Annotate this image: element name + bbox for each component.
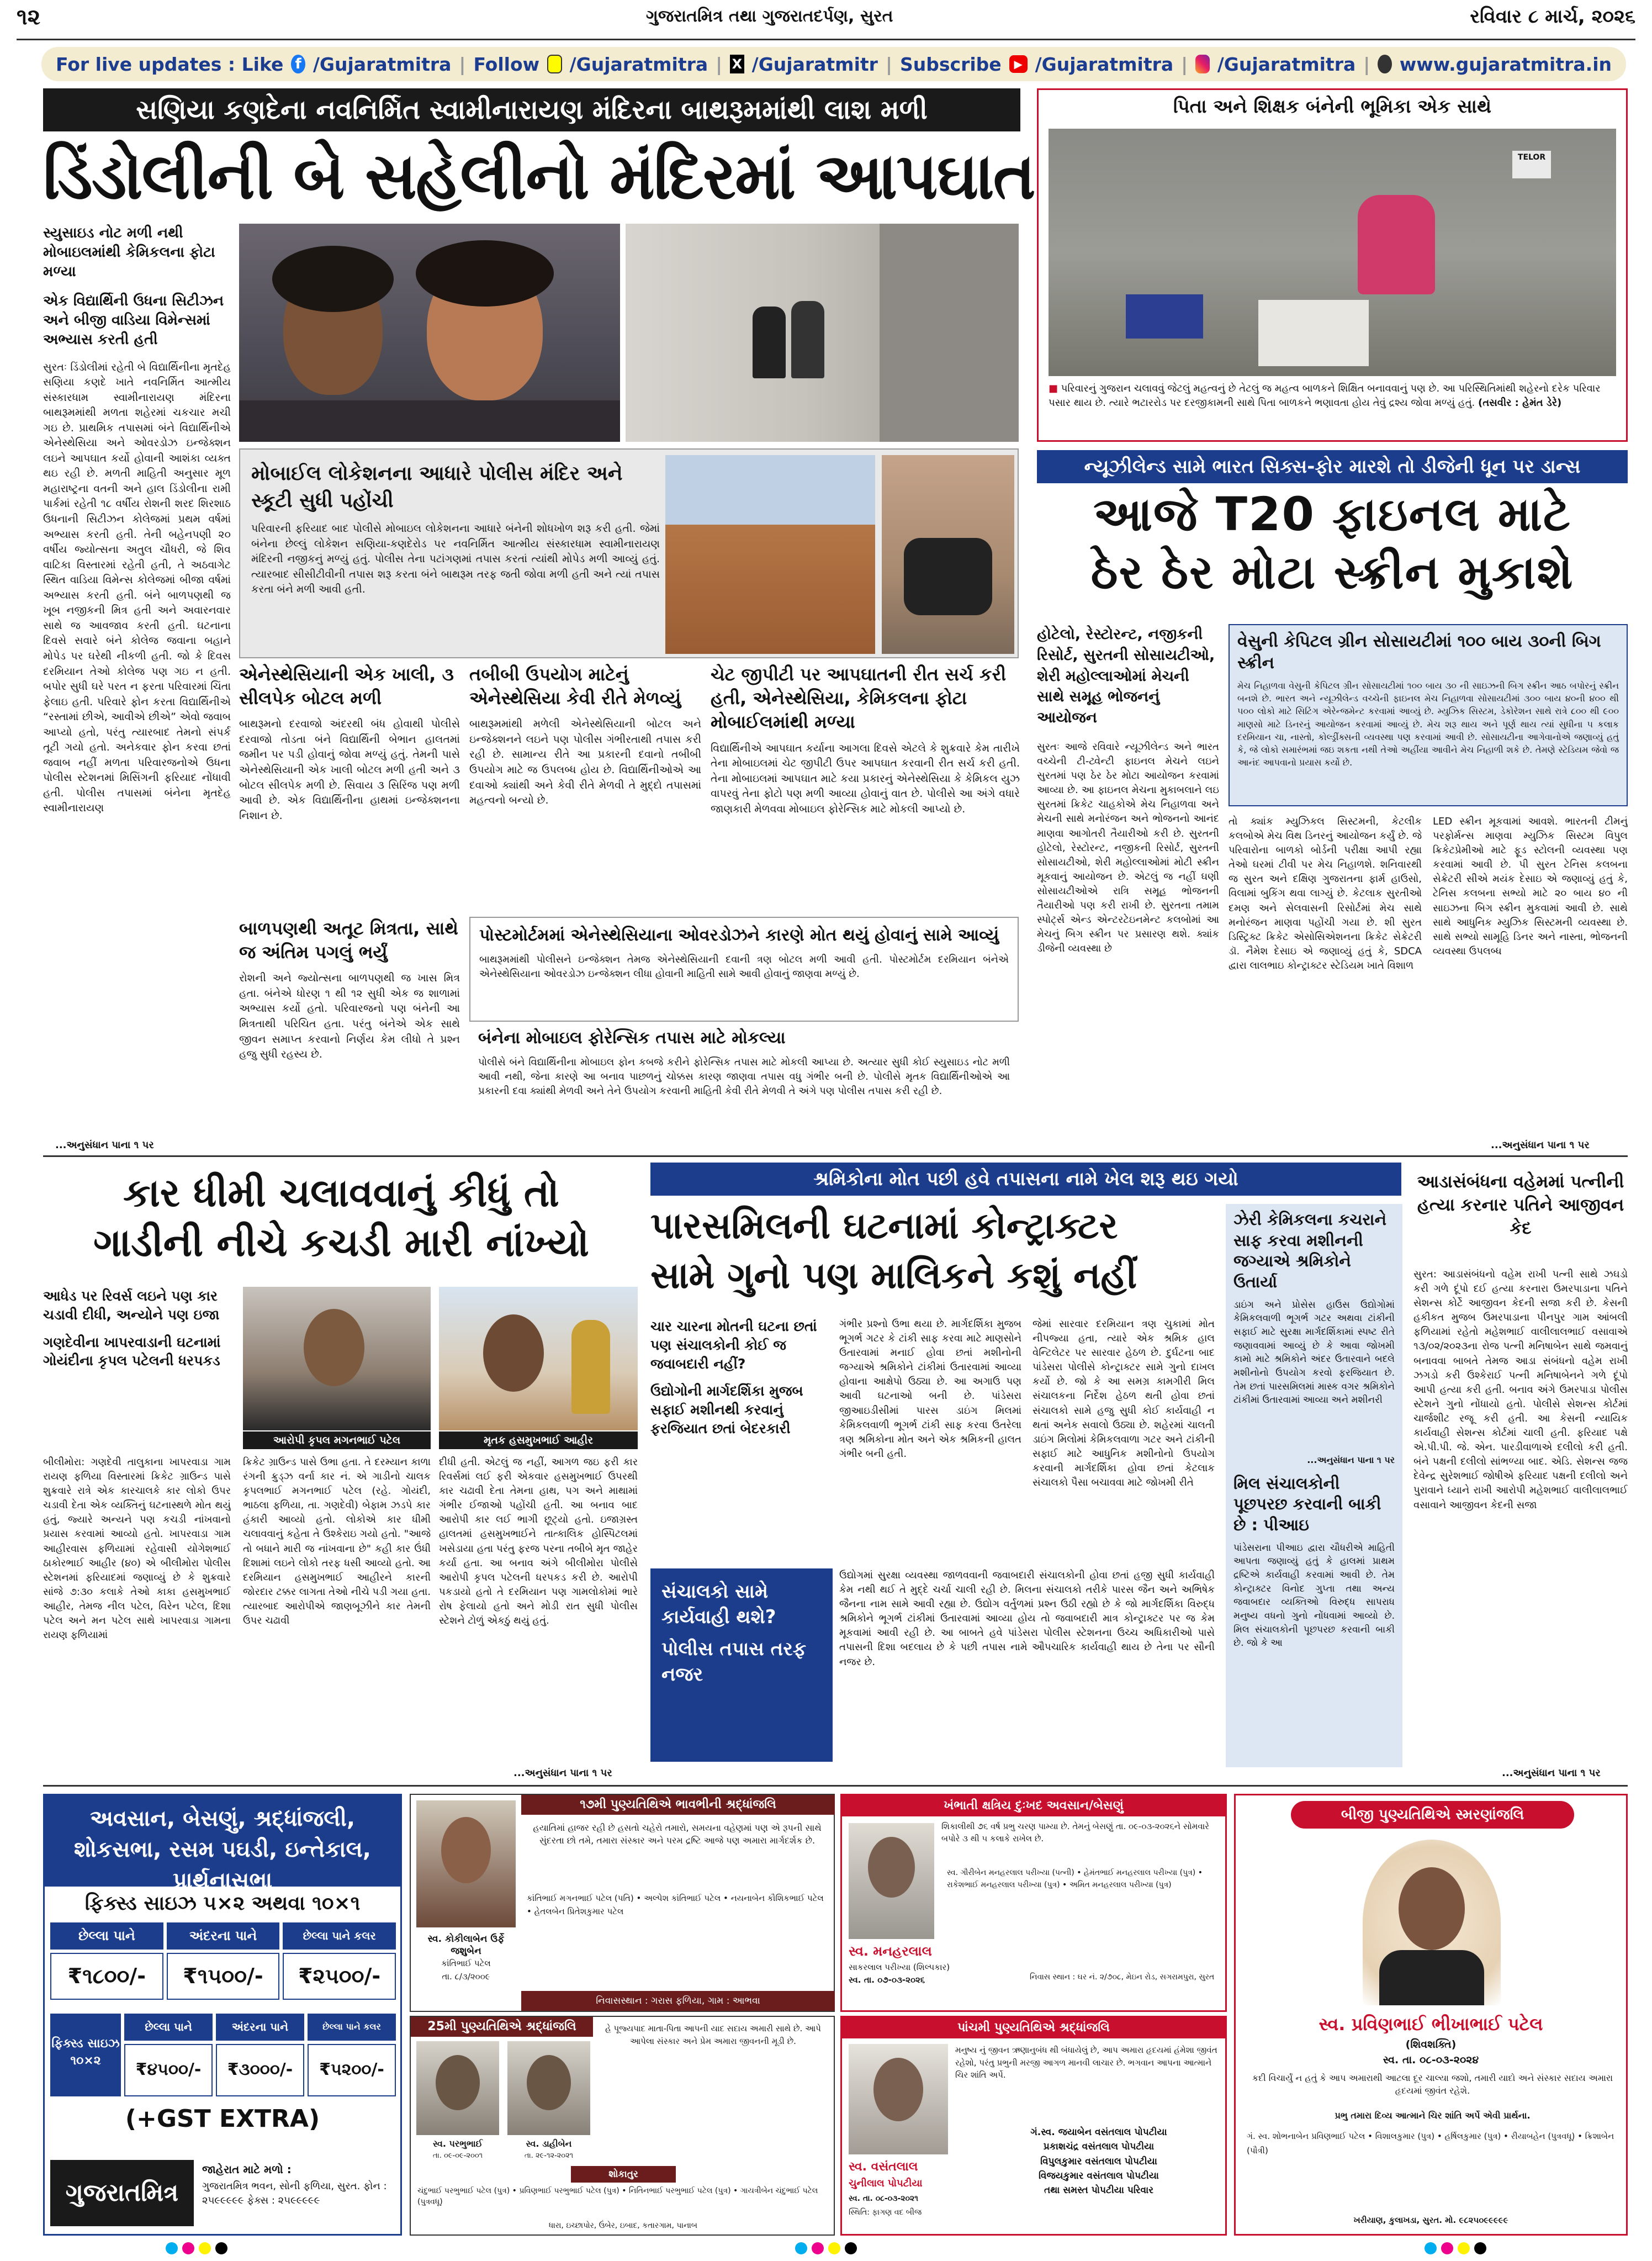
car-col-1: બીલીમોરા: ગણદેવી તાલુકાના ખાપરવાડા ગામ રાયણ ફળિયા વિસ્તારમાં ક્રિકેટ ગ્રાઉન્ડ પાસે શુક્રવારે રાત્રે એક કારચાલકે કાર લોકો ઉપર ચડાવી દેતા એક વ્યક્તિનું ઘટનાસ્થળે મોત થયું હતું, જ્યારે અન્યને પણ કચડી નાંખવાનો પ્રયાસ કરવામાં આવ્યો હતો. ખાપરવાડા ગામ આહીરવાસ ફળિયામાં રહેવાસી યોગેશભાઈ ઠાકોરભાઈ આહીર (૪૦) એ બીલીમોરા પોલીસ સ્ટેશનમાં ફરિયાદમાં જણાવ્યું છે કે શુક્રવારે સાંજે ૭:૩૦ કલાકે તેઓ કાકા હસમુખભાઈ આહીર, તેમજ નીલ પટેલ, વિરેન પટેલ, દિશા પટેલ અને મન પટેલ સાથે ખાપરવાડા ગામના રાયણ ફળિયામાં (43, 1456, 231, 1641)
obit3-nick: (શિવશક્તિ) (1405, 2038, 1457, 2051)
sub-story-5-title: પોસ્ટમોર્ટમમાં એનેસ્થેસિયાના ઓવરડોઝને કારણે મોત થયું હોવાનું સામે આવ્યું (479, 926, 999, 945)
sub-story-6 (469, 1027, 1019, 1138)
obit2-date: સ્વ. તા. ૦૭-૦૩-૨૦૨૬ (849, 1975, 925, 1985)
parasmil-box-body: ડાઇંગ અને પ્રોસેસ હાઉસ ઉદ્યોગોમાં કેમિકલવાળી ભૂગર્ભ ગટર અથવા ટાંકીની સફાઈ માટે સુરક્ષા માર્ગદર્શિકામાં સ્પષ્ટ રીતે જણાવવામાં આવ્યું છે કે આવા જોખમી કામો માટે શ્રમિકોને અંદર ઉતારવાને બદલે મશીનોનો ઉપયોગ કરવો ફરજિયાત છે. તેમ છતાં પારસમિલમાં માસ્ક વગર શ્રમિકોને ટાંકીમાં ઉતારવામાં આવ્યા અને મશીનરી (1233, 1299, 1395, 1406)
ad-rates-box (43, 1794, 402, 2236)
temple-photo (665, 455, 875, 654)
parasmil-bullet-2: ઉદ્યોગોની માર્ગદર્શિકા મુજબ સફાઈ મશીનથી કરવાનું ફરજિયાત છતાં બેદરકારી (650, 1383, 803, 1436)
obit1-name: સ્વ. કોકીલાબેન ઉર્ફે જશુબેન (427, 1934, 505, 1957)
sub-story-6-body: પોલીસે બંને વિદ્યાર્થિનીના મોબાઇલ ફોન કબજે કરીને ફોરેન્સિક તપાસ માટે મોકલી આપ્યા છે. અત્યાર સુધી કોઈ સ્યુસાઇડ નોટ મળી આવી નથી, જેના કારણે આ બનાવ પાછળનું ચોક્કસ કારણ જાણવા તપાસ વધુ ગંભીર બની છે. પોલીસે મૃતક વિદ્યાર્થિનીઓએ આ પ્રકારની દવા ક્યાંથી મેળવી અને તેને ઉપયોગ કરવાની માહિતી કેવી રીતે મેળવી તે અંગે પણ પોલીસ તપાસ કરી રહી છે. (478, 1056, 1010, 1097)
affair-headline: આડાસંબંધના વહેમમાં પત્નીની હત્યા કરનાર પતિને આજીવન કેદ (1417, 1172, 1624, 1238)
obit1-photo (416, 1800, 516, 1927)
obit5-family-2: પ્રકાશચંદ્ર વસંતલાલ પોપટીયા (1043, 2141, 1155, 2153)
sub-story-1-body: બાથરૂમનો દરવાજો અંદરથી બંધ હોવાથી પોલીસે દરવાજો તોડતા બંને વિદ્યાર્થિની બેભાન હાલતમાં જમીન પર પડી હોવાનું જોવા મળ્યું હતું. તેમની પાસે એનેસ્થેસિયાની એક ખાલી બોટલ મળી હતી અને ૩ બોટલ સીલપેક મળી છે. સિવાય ૩ સિરિંજ પણ મળી આવી છે. એક વિદ્યાર્થિનીના હાથમાં ઇન્જેક્શનના નિશાન છે. (239, 718, 460, 822)
parasmil-bullet-1: ચાર ચારના મોતની ઘટના છતાં પણ સંચાલકોની કોઈ જ જવાબદારી નહીં? (650, 1318, 817, 1372)
obit1-poem: હયાતિમાં હાજર રહી છે હસતો ચહેરો તમારો, સમયના વહેણમાં પણ એ રૂપની સાથે સુંદરતા છો તમે, તમારા સંસ્કાર અને પરમ દ્રષ્ટિ આજે પણ અમારા માર્ગદર્શક છે. (533, 1822, 822, 1846)
car-col-2: ક્રિકેટ ગ્રાઉન્ડ પાસે ઉભા હતા. તે દરમ્યાન કાળા રંગની ક્રુડ્ઝ વર્ના કાર નં. એ ગાડીનો ચાલક કૃપલભાઈ મગનભાઈ પટેલ (રહે. ગોયંદી, ભાઠલા ફળિયા, તા. ગણદેવી) બેફામ ઝડપે કાર હંકારી આવ્યો હતો. લોકોએ કાર ધીમી ચલાવવાનું કહેતા તે ઉશ્કેરાઇ ગયો હતો. "આજે તો બધાને મારી જ નાંખવાના છે" કહી કાર ઉંધી દિશામાં લઇને લોકો તરફ ધસી આવ્યો હતો. આ દરમિયાન હસમુખભાઈ આહીરને કારની જોરદાર ટક્કર લાગતા તેઓ નીચે પડી ગયા હતા. ત્યારબાદ આરોપીએ જાણબૂઝીને કાર તેમની ઉપર ચઢાવી (243, 1456, 431, 1627)
ad-contact-label: જાહેરાત માટે મળો : (202, 2163, 292, 2176)
obituary-3 (1234, 1794, 1628, 2236)
obit1-title: ૧૭મી પુણ્યતિથિએ ભાવભીની શ્રદ્ધાંજલિ (521, 1795, 835, 1815)
car-bullet-2: ગણદેવીના ખાપરવાડાની ઘટનામાં ગોયંદીના કૃપલ પટેલની ધરપકડ (43, 1334, 221, 1369)
obituary-2 (840, 1794, 1227, 2012)
caption-marker-icon: ■ (1049, 383, 1061, 394)
obit3-photo (1363, 1840, 1501, 2005)
obit4-poem: હે પૂજ્યપાદ માતા-પિતા આપની યાદ સદાય અમારી સાથે છે. આપે આપેલા સંસ્કાર અને પ્રેમ અમારા જીવનની મૂડી છે. (605, 2024, 821, 2046)
rate-head-last-color: છેલ્લા પાને કલર (283, 1922, 396, 1950)
obit4-date-1: તા. ૦૯-૦૯-૨૦૦૧ (432, 2152, 483, 2160)
rate2-head-last: છેલ્લા પાને (124, 2014, 213, 2041)
parasmil-side-box (1226, 1204, 1402, 1767)
obit5-name: સ્વ. વસંતલાલ (849, 2160, 918, 2174)
rate-price-3: ₹૨૫૦૦/- (283, 1953, 396, 2000)
obit4-photo-2 (507, 2041, 590, 2135)
rate-head-inside: અંદરના પાને (167, 1922, 280, 1950)
t20-box (1229, 624, 1628, 806)
obit2-intro: શિકાલીથી ૭૬ વર્ષ પ્રભુ ચરણ પામ્યા છે. તેમનું બેસણું તા. ૦૯-૦૩-૨૦૨૬ને સોમવારે બપોરે ૩ થી ૫ કલાકે રાખેલ છે. (941, 1821, 1210, 1843)
mobile-location-box (239, 448, 1019, 658)
obit4-title: 25મી પુણ્યતિથિએ શ્રદ્ધાંજલિ (411, 2017, 593, 2037)
social-bar: For live updates : Like f /Gujaratmitra | Follow /Gujaratmitra | X /Gujaratmitr | Subscribe ▶ /Gujaratmitra | /Gujaratmitra | www.gujaratmitra.in (41, 47, 1626, 81)
affair-body: સુરત: આડાસંબંધનો વહેમ રાખી પત્ની સાથે ઝઘડો કરી ગળે દૂંપો દઈ હત્યા કરનારા ઉમરપાડાના પતિને સેશન્સ કોર્ટે આજીવન કેદની સજા કરી છે. કેસની હકીકત મુજબ ઉમરપાડાના પીનપુર ગામ આંબલી ફળિયામાં રહેતો મહેશભાઈ વાલીલાલભાઈ વસાવાએ ૧૩/૦૨/૨૦૨૩ના રોજ પત્ની મનિષાબેન સાથે જમવાનું બનાવવા બાબતે તેમજ આડા સંબંધનો વહેમ રાખી ઝગડો કરી ઉશ્કેરાઈ પત્ની મનિષાબેનને ગળે દૂંપો આપી હત્યા કરી હતી. બનાવ અંગે ઉમરપાડા પોલીસ સ્ટેશને ગુનો નોંધાયો હતો. પોલીસે સેશન્સ કોર્ટમાં ચાર્જશીટ રજૂ કરી હતી. આ કેસની ન્યાયિક કાર્યવાહી સેશન્સ કોર્ટમાં ચાલી હતી. ફરિયાદ પક્ષે એ.પી.પી. જે. એન. પારડીવાળાએ દલીલો કરી હતી. બંને પક્ષની દલીલો સાંભળ્યા બાદ. એડિ. સેશન્સ જજ દેવેન્દ્ર સુરેશભાઈ જોષીએ ફરિયાદ પક્ષની દલીલો અને પુરાવાને ધ્યાને રાખી આરોપી મહેશભાઈ વાલીલાલભાઈ વસાવાને આજીવન કેદની સજા (1413, 1269, 1628, 1511)
obituary-1 (410, 1794, 835, 2012)
car-col-3: દીધી હતી. એટલું જ નહીં, આગળ જઇ ફરી કાર રિવર્સમાં લઈ ફરી એકવાર હસમુખભાઈ ઉપરથી કાર ચઢાવી દેતા તેમના હાથ, પગ અને માથામાં ગંભીર ઈજાઓ પહોંચી હતી. આ બનાવ બાદ આરોપી કાર લઈ ભાગી છૂટ્યો હતો. ઇજાગ્રસ્ત હાલતમાં હસમુખભાઈને તાત્કાલિક હોસ્પિટલમાં ખસેડાયા હતા પરંતુ ફરજ પરના તબીબે મૃત જાહેર કર્યા હતા. આ બનાવ અંગે બીલીમોરા પોલીસે આરોપી કૃપલ પટેલની ધરપકડ કરી છે. આરોપી પકડાયો હતો તે દરમિયાન પણ ગામલોકોમાં ભારે રોષ ફેલાયો હતો અને મોડી રાત સુધી પોલીસ સ્ટેશને ટોળું એકઠું થયું હતું. (439, 1456, 638, 1627)
lead-headline: ડિંડોલીની બે સહેલીનો મંદિરમાં આપઘાત (43, 139, 1035, 214)
globe-icon (1378, 55, 1391, 73)
obit3-family: ગં. સ્વ. શોભનાબેન પ્રવિણભાઈ પટેલ • વિશાલકુમાર (પુત્ર) • હર્ષિલકુમાર (પુત્ર) • રીયાબહેન (પુત્રવધૂ) • ક્રિશાબેન (પૌત્રી) (1247, 2131, 1614, 2156)
accused-photo (243, 1287, 431, 1430)
obit4-family: ચંદુભાઈ પરભુભાઈ પટેલ (પુત્ર) • પ્રવિણભાઈ પરભુભાઈ પટેલ (પુત્ર) • નિતિનભાઈ પરભુભાઈ પટેલ (પુત્ર) • ગાયત્રીબેન ચંદુભાઈ પટેલ (પુત્રવધૂ) (417, 2186, 818, 2207)
tailor-photo (1049, 129, 1616, 376)
parasmil-headline-2: સામે ગુનો પણ માલિકને કશું નહીં (650, 1254, 1137, 1297)
obit3-date: સ્વ. તા. ૦૮-૦૩-૨૦૨૪ (1383, 2054, 1479, 2066)
obit2-photo (849, 1823, 934, 1939)
obit2-address: નિવાસ સ્થાન : ઘર નં. ૨/૭૦૮, મેઇન રોડ, સગરામપુરા, સુરત (1030, 1973, 1215, 1982)
obit5-poem: મનુષ્ય નું જીવન ઋણાનુબંધ થી બંધાયેલું છે, આપ અમારા હૃદયમાં હંમેશા જીવંત રહેશો, પરંતુ પ્રભુની મરજી આગળ માનવી લાચાર છે. ભગવાન આપના આત્માને ચિર શાંતિ અર્પે. (955, 2045, 1217, 2080)
parasmil-bottom: ઉદ્યોગમાં સુરક્ષા વ્યવસ્થા જાળવવાની જવાબદારી સંચાલકોની હોવા છતાં હજી સુધી કાર્યવાહી કેમ નથી થઈ તે મુદ્દે ચર્ચા ચાલી રહી છે. મિલના સંચાલકો તરીકે પારસ જૈન અને અભિષેક જૈનના નામ સામે આવી રહ્યા છે. ઉદ્યોગ વર્તુળમાં પ્રશ્ન ઉઠી રહ્યો છે કે જો માર્ગદર્શિકા વિરુદ્ધ શ્રમિકોને ભૂગર્ભ ટાંકીમાં ઉતારવામાં આવ્યા હોય તો જવાબદારી માત્ર કોન્ટ્રાક્ટર પર જ કેમ મૂકવામાં આવી રહી છે. આ બાબતે હવે પાંડેસરા પોલીસ સ્ટેશનના ઉચ્ચ અધિકારીઓ પાસે તપાસની દિશા બદલાય છે કે પછી તપાસ નામે ઔપચારિક કાર્યવાહી થાય છે તેના પર સૌની નજર છે. (839, 1570, 1215, 1668)
obituary-4 (410, 2016, 835, 2236)
sub-story-3-body: વિદ્યાર્થિનીએ આપઘાત કર્યાના આગલા દિવસે એટલે કે શુક્રવારે કેમ તારીખે તેના મોબાઇલમાં ચેટ જીપીટી ઉપર આપઘાત કરવાની રીત સર્ચ કરી હતી. તેના મોબાઇલમાં આપઘાત માટે કયા પ્રકારનું એનેસ્થેસિયા કે કેમિકલ યુઝ વાપરવું તેના ફોટો પણ મળી આવ્યા હોવાનું વાત છે. પોલીસે આ અંગે વધારે જાણકારી મેળવવા મોબાઇલ ફોરેન્સિક માટે મોકલી આપ્યો છે. (711, 742, 1020, 815)
lead-continued: ...અનુસંધાન પાના ૧ પર (55, 1139, 154, 1151)
page-header (17, 0, 1635, 39)
page-number: ૧૨ (17, 4, 41, 30)
photo-box-title: પિતા અને શિક્ષક બંનેની ભૂમિકા એક સાથે (1173, 96, 1492, 118)
parasmil-question-1: સંચાલકો સામે કાર્યવાહી થશે? (661, 1581, 776, 1628)
obit3-title: બીજી પુણ્યતિથિએ સ્મરણાંજલિ (1291, 1801, 1574, 1829)
lead-body: સુરતઃ ડિંડોલીમાં રહેતી બે વિદ્યાર્થિનીના મૃતદેહ સણિયા કણદે ખાતે નવનિર્મિત આત્મીય સંસ્કારધામ સ્વામીનારાયણ મંદિરના બાથરૂમમાંથી મળતા શહેરમાં ચકચાર મચી ગઇ છે. પ્રાથમિક તપાસમાં બંને વિદ્યાર્થિનીએ એનેસ્થેસિયા અને ઓવરડોઝ ઇન્જેક્શન લઇને આપઘાત કર્યો હોવાની આશંકા વ્યક્ત થઇ રહી છે. મળતી માહિતી અનુસાર મૂળ મહારાષ્ટ્રના વતની અને હાલ ડિંડોલીના રામી પાર્કમાં રહેતી ૧૮ વર્ષીય રોશની શરદ શિરશાઠ ઉધનાની સિટીઝન કોલેજમાં પ્રથમ વર્ષમાં અભ્યાસ કરતી હતી. તેની બહેનપણી ૨૦ વર્ષીય જ્યોત્સના અતુલ ચૌધરી, જે શિવ વાટિકા વિસ્તારમાં રહેતી હતી, તે અઠવાગેટ સ્થિત વાડિયા વિમેન્સ કોલેજમાં બીજા વર્ષમાં અભ્યાસ કરતી હતી. બંને બાળપણથી જ ખૂબ નજીકની મિત્ર હતી અને અવારનવાર સાથે જ આવજાવ કરતી હતી. ઘટનાના દિવસે સવારે બંને કોલેજ જવાના બહાને મોપેડ પર ઘરેથી નીકળી હતી. જો કે દિવસ દરમિયાન તેઓ કોલેજ પણ ગઇ ન હતી. બપોર સુધી ઘરે પરત ન ફરતા પરિવારમાં ચિંતા ફેલાઇ હતી. પરિવારે ફોન કરતા વિદ્યાર્થિનીએ “રસ્તામાં છીએ, આવીએ છીએ” એવો જવાબ આપ્યો હતો, પરંતુ ત્યારબાદ તેમનો સંપર્ક તૂટી ગયો હતો. અનેકવાર ફોન કરવા છતાં જવાબ નહીં મળતા પરિવારજનોએ ઉધના પોલીસ સ્ટેશનમાં મિસિંગની ફરિયાદ નોંધાવી હતી. પોલીસ તપાસમાં બંનેના મૃતદેહ સ્વામીનારાયણ (43, 361, 231, 815)
parasmil-col-2: જેમાં સારવાર દરમિયાન ત્રણ ચુકામાં મોત નીપજ્યા હતા, ત્યારે એક શ્રમિક હાલ વેન્ટિલેટર પર સારવાર હેઠળ છે. દુર્ઘટના બાદ પાંડેસરા પોલીસે કોન્ટ્રાક્ટર સામે ગુનો દાખલ કર્યો છે. જો કે આ સમગ્ર કામગીરી મિલ સંચાલકના નિર્દેશ હેઠળ થતી હોવા છતાં સંચાલકો સામે હજુ સુધી કોઈ કાર્યવાહી ન થતાં અનેક સવાલો ઉઠ્યા છે. શહેરમાં ચાલતી ડાઇંગ મિલોમાં કેમિકલવાળા ગટર અને ટાંકીની સફાઈ માટે આધુનિક મશીનોનો ઉપયોગ કરવાની માર્ગદર્શિકા હોવા છતાં કેટલાક સંચાલકો પૈસા બચાવવા માટે જોખમી રીતે (1032, 1318, 1215, 1489)
obit3-prayer: પ્રભુ તમારા દિવ્ય આત્માને ચિર શાંતિ અર્પે એવી પ્રાર્થના. (1335, 2110, 1531, 2121)
obit5-sub: ચુનીલાલ પોપટીયા (849, 2178, 923, 2189)
t20-kicker: ન્યૂઝીલેન્ડ સામે ભારત સિક્સ-ફોર મારશે તો ડીજેની ધૂન પર ડાન્સ (1037, 450, 1628, 483)
registration-marks (0, 2242, 1652, 2259)
car-bullets (43, 1287, 231, 1441)
parasmil-question-box (650, 1568, 833, 1762)
rate-price-1: ₹૧૮૦૦/- (50, 1953, 163, 2000)
obit4-address: ધારા, ઇચ્છાપોર, ઉંબેર, ઇબાદ, કતારગામ, પાનાબ (548, 2221, 698, 2230)
lead-bullet-1: સ્યુસાઇડ નોટ મળી નથી મોબાઇલમાંથી કેમિકલના ફોટા મળ્યા (43, 225, 215, 281)
follow-label: Follow (473, 53, 540, 75)
t20-headline-1: આજે T20 ફાઇનલ માટે (1093, 487, 1571, 541)
obit5-address: સ્થિતિ: ફાગણ વદ બીજ (849, 2208, 922, 2217)
obit2-family: સ્વ. ગૌરીબેન મનહરલાલ પરીખ્યા (પત્ની) • હેમંતભાઈ મનહરલાલ પરીખ્યા (પુત્ર) • રાકેશભાઈ મનહરલાલ પરીખ્યા (પુત્ર) • અમિત મનહરલાલ પરીખ્યા (પુત્ર) (947, 1868, 1203, 1889)
parasmil-box2-body: પાંડેસરાના પીઆઇ દ્વારા ચૌધરીએ માહિતી આપતા જણાવ્યું હતું કે હાલમાં પ્રાથમ દ્રષ્ટિએ કાર્યવાહી કરવામાં આવી છે. તેમ કોન્ટ્રાક્ટર વિનોદ ગુપ્તા તથા અન્ય જવાબદાર વ્યક્તિઓ વિરુદ્ધ સાપરાધ મનુષ્ય વધનો ગુનો નોંધવામાં આવ્યો છે. મિલ સંચાલકોની પૂછપરછ કરવાની બાકી છે. જો કે આ (1233, 1542, 1395, 1649)
parasmil-kicker: શ્રમિકોના મોત પછી હવે તપાસના નામે ખેલ શરૂ થઇ ગયો (650, 1163, 1401, 1196)
sub-story-4-title: બાળપણથી અતૂટ મિત્રતા, સાથે જ અંતિમ પગલું ભર્યું (239, 918, 458, 963)
lead-bullet-2: એક વિદ્યાર્થિની ઉધના સિટીઝન અને બીજી વાડિયા વિમેન્સમાં અભ્યાસ કરતી હતી (43, 293, 224, 348)
page-date: રવિવાર ૮ માર્ચ, ૨૦૨૬ (1470, 6, 1635, 28)
sub-story-6-title: બંનેના મોબાઇલ ફોરેન્સિક તપાસ માટે મોકલ્યા (478, 1028, 786, 1048)
obit5-photo (849, 2044, 948, 2154)
obit2-sub: સાકરલાલ પરીખ્યા (શિલ્પકાર) (849, 1962, 950, 1972)
tailor-sign: TELOR (1512, 151, 1551, 178)
car-headline-2: ગાડીની નીચે કચડી મારી નાંખ્યો (93, 1220, 589, 1265)
car-continued: ...અનુસંધાન પાના ૧ પર (513, 1767, 612, 1779)
t20-box-body: મેચ નિહાળવા વેસુની કેપિટલ ગ્રીન સોસાયટીમાં ૧૦૦ બાય ૩૦ ની સાઇઝની બિગ સ્ક્રીન આઠ બપોરનું સ્ક્રીન બનશે છે. ભારત અને ન્યૂઝીલેન્ડ વચ્ચેની ફાઇનલ મેચ નિહાળવા સોસાયટીમાં ૩૦૦ બાય ૪૦ની ૪૦૦ થી ૫૦૦ લોકો માટે સિટિંગ એરેન્જમેન્ટ કરવામાં આવ્યું છે. મ્યુઝિક સિસ્ટમ, ડેકોરેશન સાથે રાત્રે ૮૦૦ થી ૯૦૦ માણસો માટે ડિનરનું આયોજન કરવામાં આવ્યું છે. મેચ શરૂ થાય અને પૂર્ણ થાય ત્યાં સુધીના ૫ કલાક દરમિયાન ચા, નાસ્તો, કોલ્ડ્રીંક્સની વ્યવસ્થા પણ કરવામાં આવી છે. સોસાયટીના આગેવાનોએ જણાવ્યું હતું કે, જે લોકો સમારંભમાં જઇ શકતા નથી તેઓ અહીંયા આવીને મેચ નિહાળી શકે છે. તેમણે સ્ટેડિયમ જેવો જ આનંદ આપવાનો પ્રયાસ કર્યો છે. (1237, 680, 1619, 768)
obit4-name-2: સ્વ. ડાહીબેન (526, 2138, 572, 2149)
mobile-location-title: મોબાઈલ લોકેશનના આધારે પોલીસ મંદિર અને સ્કૂટી સુધી પહોંચી (251, 462, 623, 512)
rate2-price-1: ₹૪૫૦૦/- (124, 2044, 213, 2096)
obit2-title: ખંભાતી ક્ષત્રિય દુઃખદ અવસાન/બેસણું (842, 1795, 1225, 1816)
ad-size-1: ફિક્સ્ડ સાઇઝ ૫×૨ અથવા ૧૦×૧ (84, 1892, 361, 1915)
facebook-handle[interactable]: /Gujaratmitra (313, 53, 452, 75)
parasmil-box-continued: ...અનુસંધાન પાના ૧ પર (1307, 1454, 1395, 1465)
t20-bullet: હોટેલો, રેસ્ટોરન્ટ, નજીકની રિસોર્ટ, સુરતની સોસાયટીઓ, શેરી મહોલ્લાઓમાં મેચની સાથે સમૂહ ભોજનનું આયોજન (1037, 626, 1215, 727)
obit4-date-2: તા. ૨૯-૧૨-૨૦૨૧ (524, 2152, 574, 2160)
t20-box-title: વેસુની કેપિટલ ગ્રીન સોસાયટીમાં ૧૦૦ બાય ૩૦ની બિગ સ્ક્રીન (1237, 632, 1601, 673)
parasmil-col-1: ગંભીર પ્રશ્નો ઉભા થયા છે. માર્ગદર્શિકા મુજબ ભૂગર્ભ ગટર કે ટાંકી સાફ કરવા માટે માણસોને ઉતારવામાં મનાઈ હોવા છતાં મશીનોની જગ્યાએ શ્રમિકોને ટાંકીમાં ઉતારવામાં આવ્યા હોવાના આક્ષેપો ઉઠ્યા છે. આ અગાઉ પણ આવી ઘટનાઓ બની છે. પાંડેસરા જીઆઇડીસીમાં પારસ ડાઇંગ મિલમાં કેમિકલવાળી ભૂગર્ભ ટાંકી સાફ કરવા ઉતરેલા ત્રણ શ્રમિકોના મોત અને એક શ્રમિકની હાલત ગંભીર બની હતી. (839, 1318, 1021, 1460)
sub-story-1-title: એનેસ્થેસિયાની એક ખાલી, ૩ સીલપેક બોટલ મળી (239, 664, 454, 709)
snapchat-icon[interactable] (547, 55, 562, 73)
x-handle[interactable]: /Gujaratmitr (751, 53, 878, 75)
t20-continued: ...અનુસંધાન પાના ૧ પર (1491, 1139, 1590, 1151)
lead-left-column (43, 224, 231, 1154)
instagram-handle[interactable]: /Gujaratmitra (1217, 53, 1356, 75)
affair-continued: ...અનુસંધાન પાના ૧ પર (1502, 1767, 1601, 1779)
obit5-family-3: વિપુલકુમાર વસંતલાલ પોપટીયા (1040, 2156, 1157, 2167)
sub-story-3-title: ચેટ જીપીટી પર આપઘાતની રીત સર્ચ કરી હતી, એનેસ્થેસિયા, કેમિકલના ફોટા મોબાઈલમાંથી મળ્યા (711, 664, 1007, 733)
ad-contact: ગુજરાતમિત્ર ભવન, સોની ફળિયા, સુરત. ફોન : ૨૫૯૯૯૯૯ ફેક્સ : ૨૫૯૯૯૯૯ (202, 2180, 387, 2207)
t20-headline-2: ઠેર ઠેર મોટા સ્ક્રીન મુકાશે (1090, 545, 1574, 599)
parasmil-question-2: પોલીસ તપાસ તરફ નજર (661, 1637, 807, 1686)
obit4-photo-1 (416, 2041, 499, 2135)
car-headline-1: કાર ધીમી ચલાવવાનું કીધું તો (123, 1170, 559, 1216)
scooter-photo (882, 455, 1014, 654)
obit5-title: પાંચમી પુણ્યતિથિએ શ્રદ્ધાંજલિ (842, 2017, 1225, 2038)
sub-story-2-title: તબીબી ઉપયોગ માટેનું એનેસ્થેસિયા કેવી રીતે મેળવ્યું (469, 664, 681, 709)
sub-story-5-body: બાથરૂમમાંથી પોલીસને ઇન્જેક્શન તેમજ એનેસ્થેસિયાની દવાની ત્રણ બોટલ મળી આવી હતી. પોસ્ટમોર્ટમ દરમિયાન બંનેએ એનેસ્થેસિયાના ઓવરડોઝ ઇન્જેક્શન લીધા હોવાની માહિતી સામે આવી હોવાનું જાણવા મળ્યું છે. (479, 953, 1009, 980)
youtube-handle[interactable]: /Gujaratmitra (1035, 53, 1174, 75)
snapchat-handle[interactable]: /Gujaratmitra (569, 53, 708, 75)
parasmil-headline-1: પારસમિલની ઘટનામાં કોન્ટ્રાક્ટર (650, 1205, 1118, 1247)
obit5-family-5: તથા સમસ્ત પોપટીયા પરિવાર (1044, 2185, 1154, 2196)
obit1-date: તા. ૮/૩/૨૦૦૯ (442, 1972, 490, 1982)
mobile-location-body: પરિવારની ફરિયાદ બાદ પોલીસે મોબાઇલ લોકેશનના આધારે બંનેની શોધખોળ શરૂ કરી હતી. જેમાં બંનેના છેલ્લું લોકેશન સણિયા-કણદેરોડ પર નવનિર્મિત આત્મીય સંસ્કારધામ સ્વામીનારાયણ મંદિરની નજીકનું મળ્યું હતું. પોલીસ તેના પટાંગણમાં તપાસ કરતાં ત્યાંથી મોપેડ મળી આવ્યું હતું. ત્યારબાદ સીસીટીવીની તપાસ શરૂ કરતા બંને બાથરૂમ તરફ જતી જોવા મળી હતી અને ત્યાં તપાસ કરતા બંને મળી આવી હતી. (251, 522, 660, 596)
t20-col-3: LED સ્ક્રીન મૂકવામાં આવશે. ભારતની ટીમનું પરફોર્મન્સ માણવા મ્યુઝિક સિસ્ટમ વિપુલ ક્રિકેટપ્રેમીઓ માટે ફૂડ સ્ટોલની વ્યવસ્થા પણ કરવામાં આવી છે. પી સુરત ટેનિસ કલબના સેક્રેટરી સીએ મયંક દેસાઇ એ જણાવ્યું હતું કે, ટેનિસ કલબના સભ્યો માટે ૨૦ બાય ૪૦ ની સાઇઝના બિગ સ્ક્રીન મુકવામાં આવી છે. સાથે સાથે આધુનિક મ્યુઝિક સિસ્ટમની વ્યવસ્થા છે. સાથે સભ્યો સામૂહિ ડિનર અને નાસ્તા, ભોજનની વ્યવસ્થા ઉપલબ્ધ (1433, 816, 1628, 957)
photo-box-caption: ■ પરિવારનું ગુજરાન ચલાવવું જેટલું મહત્વનું છે તેટલું જ મહત્વ બાળકને શિક્ષિત બનાવવાનું પણ છે. આ પરિસ્થિતિમાંથી શહેરનો દરેક પરિવાર પસાર થાય છે. ત્યારે ભટારરોડ પર દરજીકામની સાથે પિતા બાળકને ભણાવતા હોય તેવું દ્રશ્ય જોવા મળ્યું હતું. (તસવીર : હેમંત ડેરે) (1049, 383, 1601, 409)
t20-col-1: સુરતઃ આજે રવિવારે ન્યૂઝીલેન્ડ અને ભારત વચ્ચેની ટી-ટ્વેન્ટી ફાઇનલ મેચને લઇને સુરતમાં પણ ઠેર ઠેર મોટા આયોજન કરવામાં આવ્યા છે. આ ફાઇનલ મેચના મુકાબલાને લઇ સુરતમાં ક્રિકેટ ચાહકોએ મેચ નિહાળવા અને મેચની સાથે મનોરંજન અને ભોજનનો આનંદ માણવા આગોતરી તૈયારીઓ કરી છે. સુરતની હોટેલો, રેસ્ટોરન્ટ, નજીકની રિસોર્ટ, સુરતની સોસાયટીઓ, શેરી મહોલ્લાઓમાં મોટી સ્ક્રીન મૂકવાનું આયોજન છે. એટલું જ નહીં ઘણી સોસાયટીઓએ રાત્રિ સમૂહ ભોજનની તૈયારીઓ પણ કરી રાખી છે. સુરતના તમામ સ્પોર્ટ્સ એન્ડ એન્ટરટેઇનમેન્ટ કલબોમાં આ મેચનું બિગ સ્ક્રીન પર પ્રસારણ થશે. ક્યાંક ડીજેની વ્યવસ્થા છે (1037, 741, 1219, 955)
obit4-label: શોકાતુર (571, 2166, 676, 2183)
obit4-name-1: સ્વ. પરભુભાઈ (432, 2138, 483, 2149)
live-updates-label: For live updates : Like (56, 53, 284, 75)
website-link[interactable]: www.gujaratmitra.in (1399, 53, 1612, 75)
paper-name: ગુજરાતમિત્ર તથા ગુજરાતદર્પણ, સુરત (646, 7, 893, 26)
rate2-price-2: ₹૩૦૦૦/- (216, 2044, 304, 2096)
obit3-poem: કદી વિચાર્યું ન હતું કે આપ અમારાથી આટલા દૂર ચાલ્યા જશો, તમારી યાદો અને સંસ્કાર સદાય અમારા હૃદયમાં જીવંત રહેશે. (1252, 2073, 1613, 2096)
father-teacher-photo-box (1037, 88, 1628, 442)
accused-caption: આરોપી કૃપલ મગનભાઈ પટેલ (243, 1431, 431, 1449)
brand-logo: ગુજરાતમિત્ર (50, 2160, 194, 2226)
rate-price-2: ₹૧૫૦૦/- (167, 1953, 280, 2000)
sub-story-4 (239, 917, 460, 1160)
students-photo (239, 224, 620, 442)
obit5-family-4: વિજયકુમાર વસંતલાલ પોપટીયા (1039, 2170, 1159, 2182)
sub-story-2 (469, 663, 701, 906)
parasmil-box2-title: મિલ સંચાલકોની પૂછપરછ કરવાની બાકી છે : પીઆઇ (1233, 1473, 1381, 1535)
parasmil-box-title: ઝેરી કેમિકલના કચરાને સાફ કરવા મશીનની જગ્યાએ શ્રમિકોને ઉતાર્યા (1233, 1210, 1387, 1292)
obit3-address: ખરીયાણ, કુલાખડા, સુરત. મો. ૯૮૨૫૦૯૯૯૯૯ (1353, 2215, 1508, 2225)
sub-story-2-body: બાથરૂમમાંથી મળેલી એનેસ્થેસિયાની બોટલ અને ઇન્જેક્શનને લઇને પણ પોલીસ ગંભીરતાથી તપાસ કરી રહી છે. સામાન્ય રીતે આ પ્રકારની દવાનો તબીબી ઉપયોગ માટે જ ઉપલબ્ધ હોય છે. વિદ્યાર્થિનીઓએ આ દવાઓ ક્યાંથી અને કેવી રીતે મેળવી તે મુદ્દો તપાસમાં મહત્વનો બન્યો છે. (469, 718, 701, 807)
car-bullet-1: આધેડ પર રિવર્સ લઇને પણ કાર ચડાવી દીધી, અન્યોને પણ ઇજા (43, 1288, 220, 1323)
ad-size-2: ફિક્સ્ડ સાઇઝ ૧૦×૨ (50, 2014, 121, 2096)
sub-story-3 (711, 663, 1020, 906)
obituary-5 (840, 2016, 1227, 2236)
sub-story-4-body: રોશની અને જ્યોત્સના બાળપણથી જ ખાસ મિત્ર હતા. બંનેએ ધોરણ ૧ થી ૧૨ સુધી એક જ શાળામાં અભ્યાસ કર્યો હતો. પરિવારજનો પણ બંનેની આ મિત્રતાથી પરિચિત હતા. પરંતુ બંનેએ એક સાથે જીવન સમાપ્ત કરવાનો નિર્ણય કેમ લીધો તે પ્રશ્ન હજુ સુધી રહસ્ય છે. (239, 972, 460, 1061)
gst-note: (+GST EXTRA) (125, 2105, 320, 2133)
obit2-name: સ્વ. મનહરલાલ (849, 1943, 932, 1959)
t20-col-2: તો ક્યાંક મ્યુઝિકલ સિસ્ટમની, કેટલીક કલબોએ મેચ વિથ ડિનરનું આયોજન કર્યું છે. જે પરિવારોના બાળકો બોર્ડની પરીક્ષા આપી રહ્યા તેઓ ઘરમાં ટીવી પર મેચ નિહાળશે. શનિવારથી જ સુરત અને દક્ષિણ ગુજરાતના ફાર્મ હાઉસો, વિલામાં બુકિંગ થવા લાગ્યું છે. કેટલાક સુરતીઓ દમણ અને સેલવાસની રિસોર્ટમાં મેચ સાથે મનોરંજન માણવા પહોંચી ગયા છે. શી સુરત ડિસ્ટ્રિક્ટ ક્રિકેટ એસોસિએશનના ક્રિકેટ સેક્રેટરી ડૉ. નૈમેશ દેસાઇ એ જણાવ્યું હતું કે, SDCA દ્વારા લાલભાઇ કોન્ટ્રાક્ટર સ્ટેડિયમ ખાતે વિશાળ (1229, 816, 1422, 971)
sub-story-5 (469, 917, 1019, 1022)
rate2-price-3: ₹૫૨૦૦/- (308, 2044, 396, 2096)
rate2-head-inside: અંદરના પાને (216, 2014, 304, 2041)
obit5-date: સ્વ. તા. ૦૮-૦૩-૨૦૨૧ (849, 2194, 918, 2203)
instagram-icon[interactable] (1195, 55, 1209, 73)
obit1-address: નિવાસસ્થાન : ગરાસ ફળિયા, ગામ : આભવા (521, 1991, 835, 2011)
obit3-name: સ્વ. પ્રવિણભાઈ ભીખાભાઈ પટેલ (1319, 2014, 1543, 2035)
cctv-photo (626, 224, 1019, 442)
subscribe-label: Subscribe (900, 53, 1002, 75)
rate2-head-last-color: છેલ્લા પાને કલર (308, 2014, 396, 2041)
sub-story-1 (239, 663, 460, 906)
youtube-icon[interactable]: ▶ (1009, 55, 1028, 73)
x-icon[interactable]: X (730, 55, 744, 73)
parasmil-bullets (650, 1317, 833, 1560)
facebook-icon[interactable]: f (291, 55, 305, 73)
obit1-family: કાંતિભાઈ મગનભાઈ પટેલ (પતિ) • અલ્પેશ કાંતિભાઈ પટેલ • નયનાબેન કૌશિકભાઈ પટેલ • હેતલબેન પ્રિતેશકુમાર પટેલ (527, 1893, 824, 1916)
victim-photo (439, 1287, 638, 1430)
victim-caption: મૃતક હસમુખભાઈ આહીર (439, 1431, 638, 1449)
lead-kicker: સણિયા કણદેના નવનિર્મિત સ્વામીનારાયણ મંદિરના બાથરૂમમાંથી લાશ મળી (43, 88, 1020, 131)
obit1-sub: કાંતિભાઈ પટેલ (441, 1958, 491, 1968)
ad-rates-title: અવસાન, બેસણું, શ્રદ્ધાંજલી, શોકસભા, રસમ પઘડી, ઇન્તેકાલ, પ્રાર્થનાસભા (45, 1795, 400, 1887)
photo-credit: (તસવીર : હેમંત ડેરે) (1478, 397, 1562, 409)
rate-head-last: છેલ્લા પાને (50, 1922, 163, 1950)
obit5-family-1: ગં.સ્વ. જયાબેન વસંતલાલ પોપટીયા (1030, 2127, 1167, 2138)
